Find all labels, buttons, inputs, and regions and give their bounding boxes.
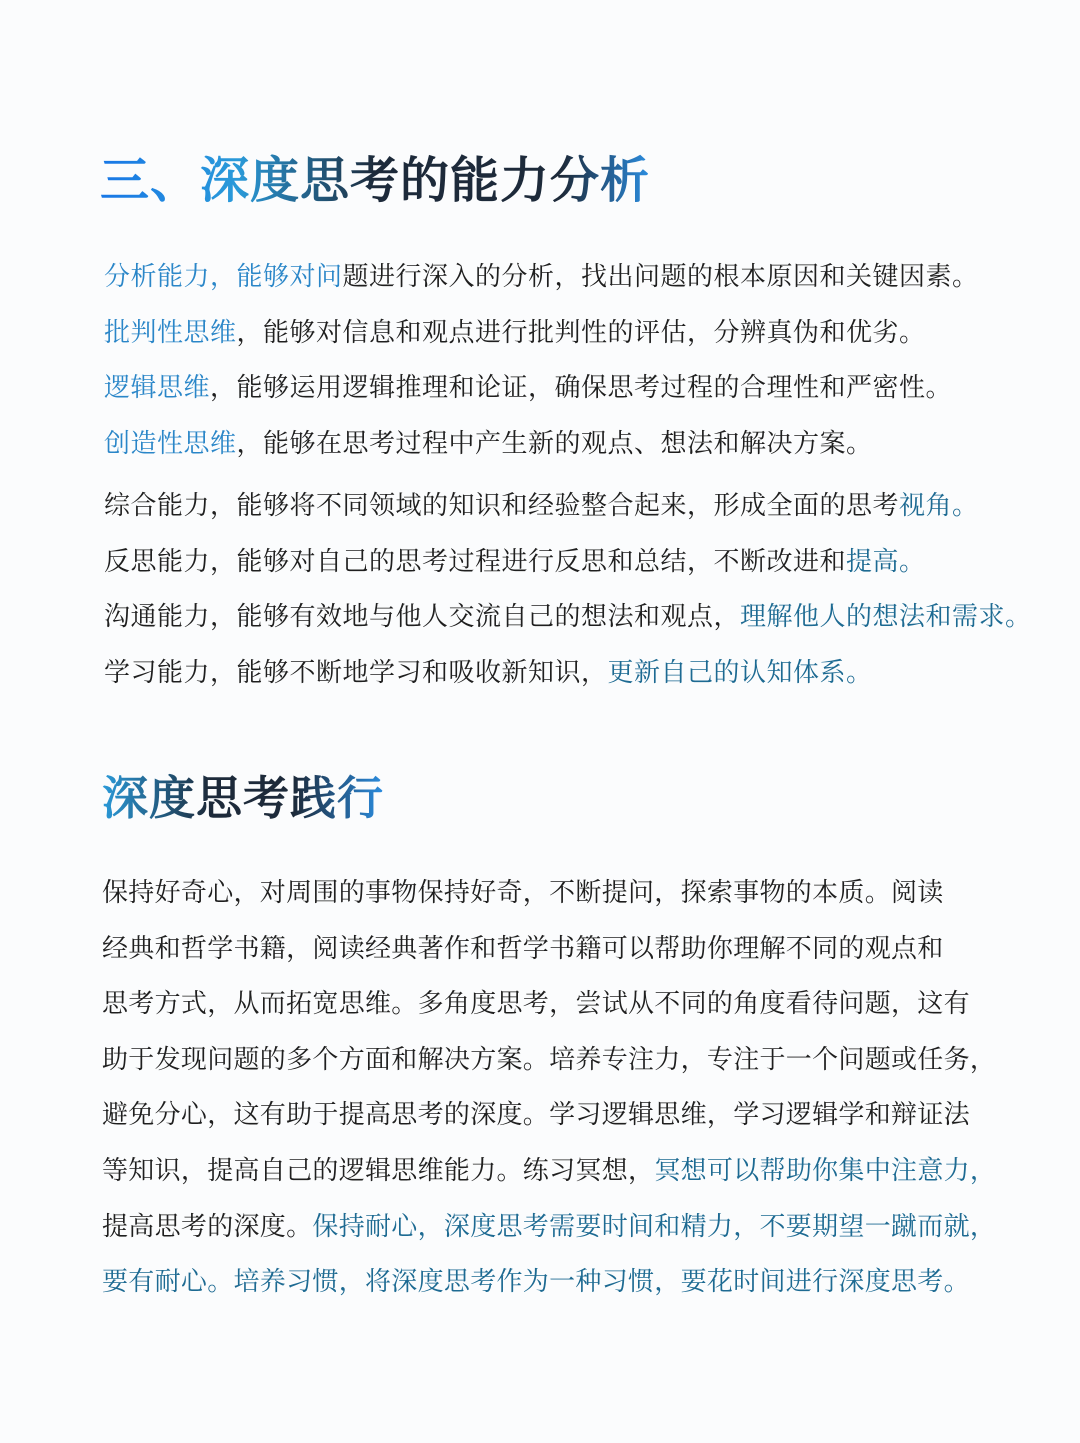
ability-highlight: 视角。 <box>899 491 979 521</box>
ability-text: ，能够对信息和观点进行批判性的评估，分辨真伪和优劣。 <box>236 317 926 348</box>
line-highlight: 冥想可以帮助你集中注意力， <box>654 1155 997 1186</box>
section-title-practice: 深度思考践行 <box>102 765 384 831</box>
ability-list <box>104 250 1074 701</box>
paragraph-line <box>102 1144 1042 1200</box>
list-item <box>104 250 1074 306</box>
ability-highlight: 创造性思维 <box>104 428 237 459</box>
ability-text: 反思能力，能够对自己的思考过程进行反思和总结，不断改进和 <box>104 546 847 577</box>
ability-text: ，能够在思考过程中产生新的观点、想法和解决方案。 <box>236 428 873 459</box>
paragraph-line <box>102 1255 1042 1311</box>
list-item <box>104 535 1074 591</box>
list-item <box>104 361 1074 417</box>
line-text: 避免分心，这有助于提高思考的深度。学习逻辑思维，学习逻辑学和辩证法 <box>102 1100 970 1131</box>
line-highlight: 保持耐心，深度思考需要时间和精力，不要期望一蹴而就， <box>312 1211 997 1242</box>
paragraph-line <box>102 977 1042 1033</box>
ability-highlight: 分析能力，能够对问 <box>104 262 343 292</box>
line-text: 保持好奇心，对周围的事物保持好奇，不断提问，探索事物的本质。阅读 <box>102 878 944 908</box>
ability-text: 题进行深入的分析，找出问题的根本原因和关键因素。 <box>342 262 979 292</box>
ability-text: ，能够运用逻辑推理和论证，确保思考过程的合理性和严密性。 <box>210 373 953 403</box>
paragraph-line <box>102 1033 1042 1089</box>
line-text: 等知识，提高自己的逻辑思维能力。练习冥想， <box>102 1155 655 1186</box>
line-text: 思考方式，从而拓宽思维。多角度思考，尝试从不同的角度看待问题，这有 <box>102 989 970 1020</box>
line-text: 助于发现问题的多个方面和解决方案。培养专注力，专注于一个问题或任务， <box>102 1044 997 1075</box>
line-text: 经典和哲学书籍，阅读经典著作和哲学书籍可以帮助你理解不同的观点和 <box>102 933 944 964</box>
section-title-abilities: 三、深度思考的能力分析 <box>100 146 650 216</box>
ability-text: 学习能力，能够不断地学习和吸收新知识， <box>104 657 608 688</box>
list-item <box>104 590 1074 646</box>
ability-text: 综合能力，能够将不同领域的知识和经验整合起来，形成全面的思考 <box>104 491 900 521</box>
ability-highlight: 批判性思维 <box>104 317 237 348</box>
list-item <box>104 479 1074 535</box>
paragraph-line <box>102 1088 1042 1144</box>
ability-highlight: 提高。 <box>846 546 926 577</box>
ability-highlight: 理解他人的想法和需求。 <box>740 602 1032 632</box>
paragraph-line <box>102 866 1042 922</box>
list-item <box>104 646 1074 702</box>
paragraph-line <box>102 1200 1042 1256</box>
paragraph-line <box>102 922 1042 978</box>
ability-highlight: 更新自己的认知体系。 <box>607 657 873 688</box>
list-item <box>104 417 1074 473</box>
line-text: 提高思考的深度。 <box>102 1211 313 1242</box>
line-highlight: 要有耐心。培养习惯，将深度思考作为一种习惯，要花时间进行深度思考。 <box>102 1267 970 1298</box>
ability-highlight: 逻辑思维 <box>104 373 211 403</box>
ability-text: 沟通能力，能够有效地与他人交流自己的想法和观点， <box>104 602 741 632</box>
list-item <box>104 306 1074 362</box>
practice-paragraph <box>102 866 1042 1311</box>
